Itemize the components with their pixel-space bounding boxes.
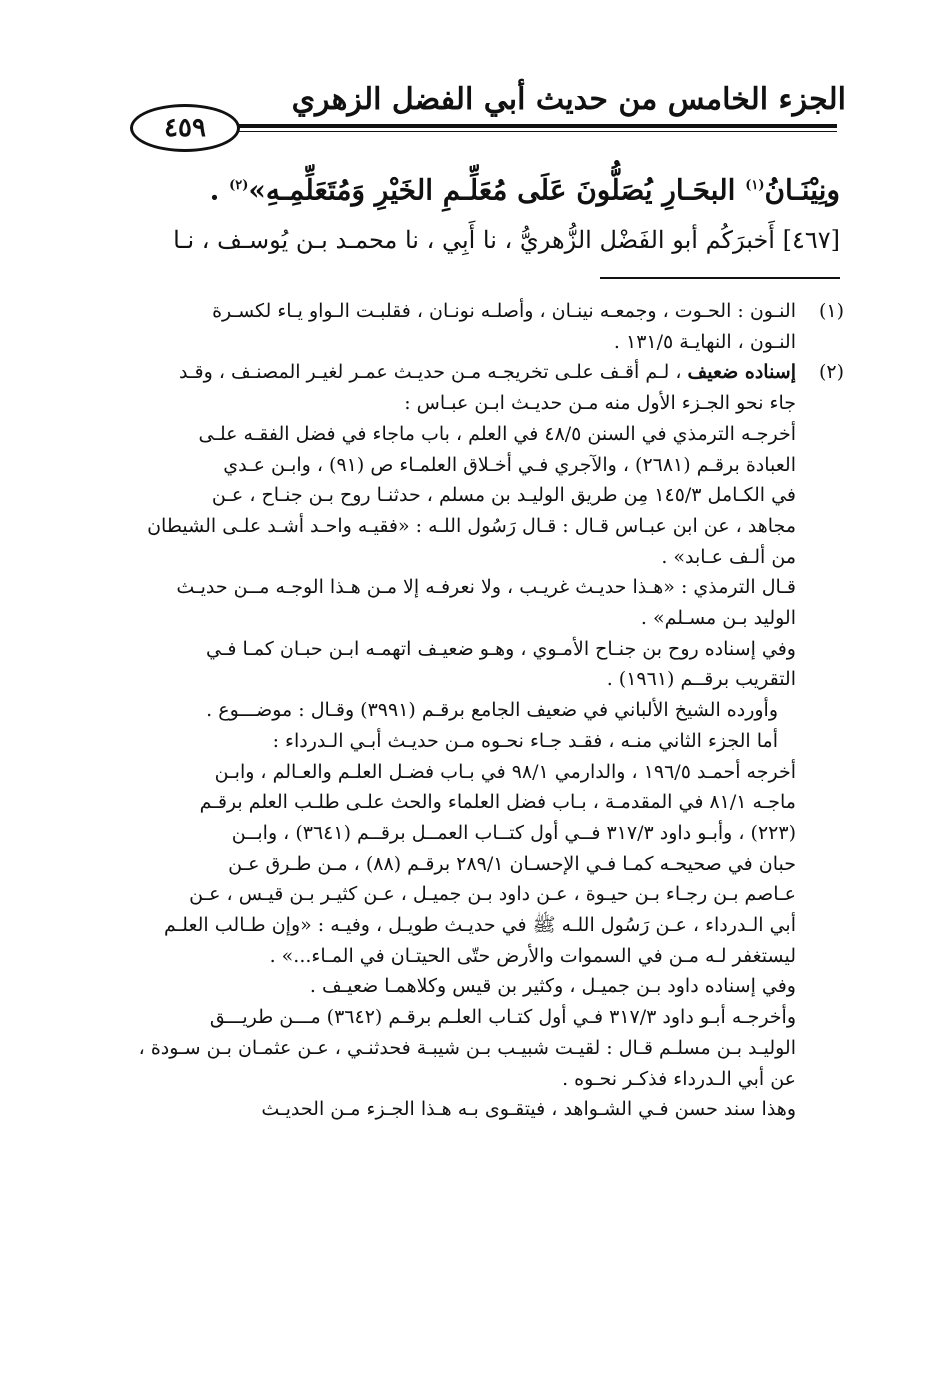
footnote-line: ليستغفر لـه مـن في السموات والأرض حتّى الحيتـان في المـاء...» . <box>269 944 796 967</box>
footnote-1 <box>132 296 844 357</box>
footnote-line: النـون : الحـوت ، وجمعـه نينـان ، وأصلـه نونـان ، فقلبـت الـواو يـاء لكسـرة <box>212 300 796 322</box>
main-line1-text: ونِيْنَـانُ <box>764 173 840 207</box>
footnote-2 <box>132 357 844 1125</box>
footnote-line: مجاهد ، عن ابن عبـاس قـال : قـال رَسُول اللـه : «فقيـه واحـد أشـد علـى الشيطان <box>147 514 796 537</box>
footnotes <box>132 296 844 1125</box>
footnote-line: وهذا سند حسن فـي الشـواهد ، فيتقـوى بـه هـذا الجـزء مـن الحديـث <box>261 1098 796 1121</box>
header-rule-thick <box>225 124 837 128</box>
footnote-line: أبي الـدرداء ، عـن رَسُول اللـه ﷺ في حديـث طويـل ، وفيـه : «وإن طـالب العلـم <box>163 914 796 937</box>
footnote-line: عن أبي الـدرداء فذكـر نحـوه . <box>562 1067 796 1090</box>
footnote-line: حبان في صحيحـه كمـا فـي الإحسـان ٢٨٩/١ برقـم (٨٨) ، مـن طـرق عـن <box>228 852 796 875</box>
footnote-line: ماجـه ٨١/١ في المقدمـة ، بـاب فضل العلماء والحث علـى طلـب العلم برقـم <box>199 791 796 814</box>
header-rule-thin <box>225 131 837 132</box>
footnote-line: وأخرجـه أبـو داود ٣١٧/٣ فـي أول كتـاب العلـم برقـم (٣٦٤٢) مـــن طريـــق <box>209 1006 796 1029</box>
main-text-line-1 <box>130 160 840 216</box>
main-text <box>130 160 840 264</box>
footnote-line: من ألـف عـابد» . <box>661 545 796 568</box>
footnote-line: في الكـامل ١٤٥/٣ مِن طريق الوليـد بن مسلم ، حدثنـا روح بـن جنـاح ، عـن <box>211 484 796 507</box>
main-text-line-2: [٤٦٧] أَخبرَكُم أبو الفَضْل الزُّهريُّ ، نا أَبِي ، نا محمـد بـن يُوسـف ، نـا <box>173 226 840 255</box>
footnote-line: عـاصم بـن رجـاء بـن حيـوة ، عـن داود بـن جميـل ، عـن كثيـر بـن قيـس ، عـن <box>189 883 796 906</box>
footnote-line: النـون ، النهايـة ١٣١/٥ . <box>613 330 796 353</box>
footnote-number: (٢) <box>818 361 844 384</box>
footnote-number: (١) <box>818 300 844 322</box>
footnote-line: قـال الترمذي : «هـذا حديـث غريـب ، ولا نعرفـه إلا مـن هـذا الوجـه مــن حديـث <box>176 576 796 599</box>
main-line1-rest: البحَـارِ يُصَلُّونَ عَلَى مُعَلِّـمِ الخَيْرِ وَمُتَعَلِّمِـهِ» <box>248 173 746 207</box>
footnote-line: أما الجزء الثاني منـه ، فقـد جـاء نحـوه مـن حديـث أبـي الـدرداء : <box>272 729 778 752</box>
footnote-ref-2: (٢) <box>229 178 249 193</box>
footnote-line: (٢٢٣) ، وأبـو داود ٣١٧/٣ فــي أول كتــاب العمــل برقــم (٣٦٤١) ، وابــن <box>231 821 796 844</box>
footnote-line: أخرجه أحمـد ١٩٦/٥ ، والدارمي ٩٨/١ في بـاب فضـل العلـم والعـالم ، وابـن <box>214 760 796 783</box>
footnote-line: أخرجـه الترمذي في السنن ٤٨/٥ في العلم ، باب ماجاء في فضل الفقـه علـى <box>198 422 796 445</box>
footnote-line: الوليـد بـن مسلـم قـال : لقيـت شبيـب بـن شيبـة فحدثنـي ، عـن عثمـان بـن سـودة ، <box>138 1036 796 1059</box>
footnote-line: الوليد بـن مسـلم» . <box>640 607 796 630</box>
footnote-line: العبادة برقـم (٢٦٨١) ، والآجري فـي أخـلاق العلمـاء ص (٩١) ، وابـن عـدي <box>223 453 796 476</box>
footnote-line <box>132 357 796 388</box>
footnote-bold-lead: إسناده ضعيف <box>687 361 796 384</box>
footnote-line: وفي إسناده روح بن جنـاح الأمـوي ، وهـو ضعيـف اتهمـه ابـن حبـان كمـا فـي <box>205 637 796 660</box>
page-number: ٤٥٩ <box>164 113 206 143</box>
footnote-line: وأورده الشيخ الألباني في ضعيف الجامع برقـم (٣٩٩١) وقـال : موضـــوع . <box>206 699 778 722</box>
footnote-ref-1: (١) <box>745 178 765 193</box>
footnote-line: جاء نحو الجـزء الأول منه مـن حديـث ابـن عبـاس : <box>404 392 796 415</box>
footnote-separator <box>600 277 840 279</box>
page-header-title: الجزء الخامس من حديث أبي الفضل الزهري <box>291 82 846 117</box>
page-number-badge <box>130 104 240 152</box>
footnote-line: وفي إسناده داود بـن جميـل ، وكثير بن قيس وكلاهمـا ضعيـف . <box>309 975 796 998</box>
footnote-line: التقريب برقــم (١٩٦١) . <box>606 668 796 691</box>
footnote-first-line-rest: ، لـم أقـف علـى تخريجـه مـن حديـث عمـر لغيـر المصنـف ، وقـد <box>179 361 688 384</box>
main-line1-end: . <box>209 173 230 207</box>
